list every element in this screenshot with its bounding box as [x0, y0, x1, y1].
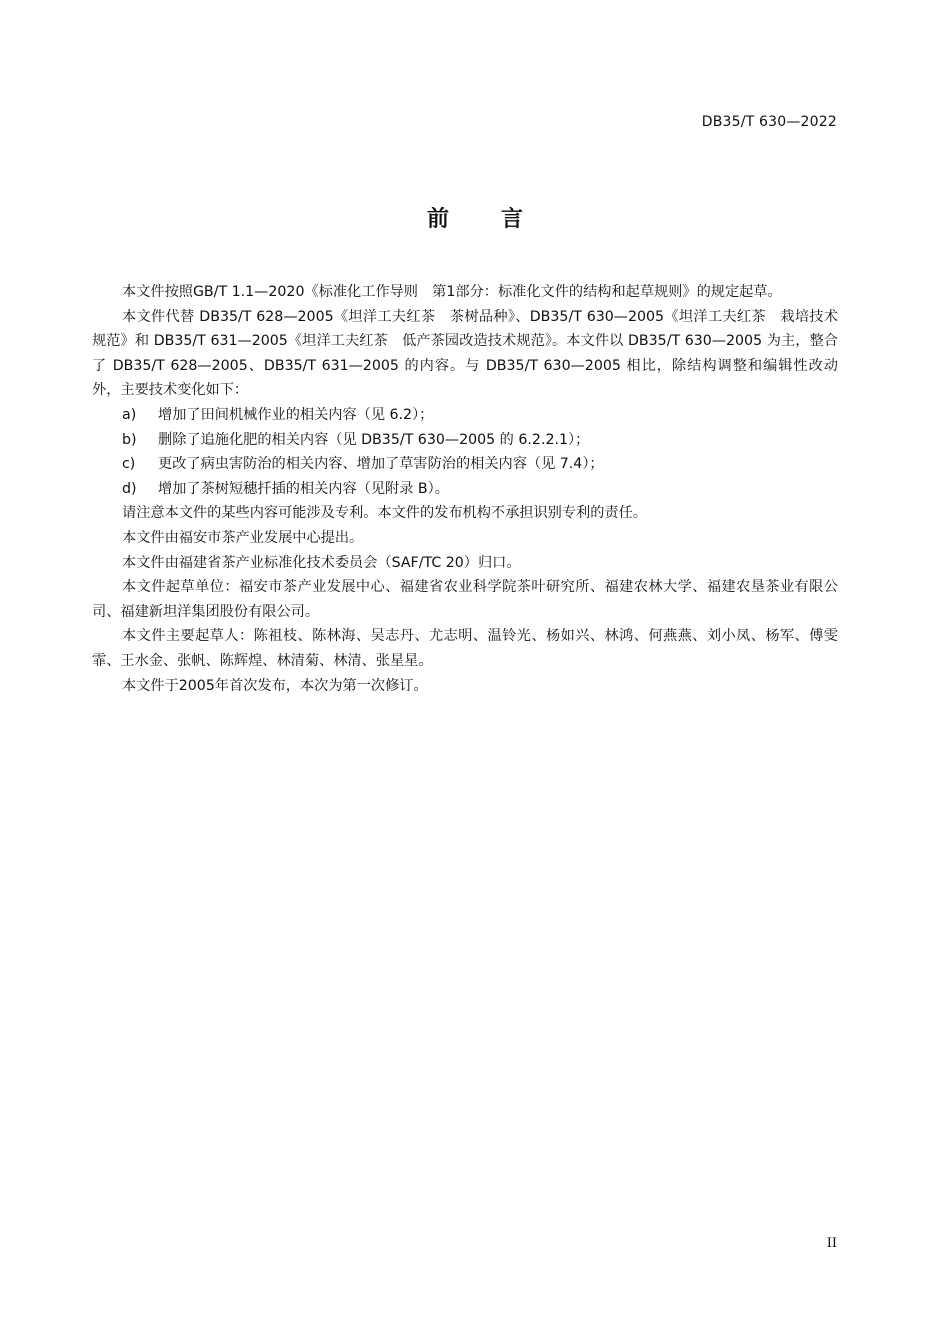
- change-item-text: 删除了追施化肥的相关内容（见 DB35/T 630—2005 的 6.2.2.1）；: [158, 431, 590, 448]
- paragraph-replacement: 本文件代替 DB35/T 628—2005《坦洋工夫红茶 茶树品种》、DB35/T 630—2005《坦洋工夫红茶 栽培技术规范》和 DB35/T 631—2005《坦洋工夫红茶 低产茶园改造技术规范》。本文件以 DB35/T 630—2005 为主，整合了 DB35/T 628—2005、DB35/T 631—2005 的内容。与 DB35/T 630—2005 相比，除结构调整和编辑性改动外，主要技术变化如下：: [92, 308, 838, 399]
- change-item-marker: a): [122, 406, 137, 423]
- change-item-text: 更改了病虫害防治的相关内容、增加了草害防治的相关内容（见 7.4）；: [158, 456, 604, 473]
- foreword-body: [92, 280, 838, 698]
- paragraph-drafting-units: 本文件起草单位：福安市茶产业发展中心、福建省农业科学院茶叶研究所、福建农林大学、福建农垦茶业有限公司、福建新坦洋集团股份有限公司。: [92, 579, 838, 620]
- change-item-d: [92, 477, 838, 502]
- document-code: DB35/T 630—2022: [701, 114, 837, 130]
- paragraph-proposer: 本文件由福安市茶产业发展中心提出。: [122, 529, 364, 546]
- paragraph-drafters: 本文件主要起草人：陈祖枝、陈林海、吴志丹、尤志明、温铃光、杨如兴、林鸿、何燕燕、刘小凤、杨军、傅雯霏、王水金、张帆、陈辉煌、林清菊、林清、张星星。: [92, 628, 838, 669]
- title-char-2: 言: [501, 207, 524, 232]
- paragraph-history: 本文件于2005年首次发布，本次为第一次修订。: [122, 677, 428, 694]
- change-item-text: 增加了茶树短穗扦插的相关内容（见附录 B）。: [158, 480, 449, 497]
- paragraph-centralized-by: 本文件由福建省茶产业标准化技术委员会（SAF/TC 20）归口。: [122, 554, 521, 571]
- change-item-marker: b): [122, 431, 137, 448]
- change-item-marker: d): [122, 480, 137, 497]
- change-item-a: [92, 403, 838, 428]
- title-char-1: 前: [426, 207, 449, 232]
- paragraph-patent-notice: 请注意本文件的某些内容可能涉及专利。本文件的发布机构不承担识别专利的责任。: [122, 505, 647, 522]
- page-title: [0, 202, 950, 233]
- change-item-marker: c): [122, 456, 136, 473]
- page-number: II: [826, 1236, 837, 1251]
- paragraph-drafting-basis: 本文件按照GB/T 1.1—2020《标准化工作导则 第1部分：标准化文件的结构和起草规则》的规定起草。: [122, 284, 782, 300]
- change-item-b: [92, 428, 838, 453]
- change-item-c: [92, 452, 838, 477]
- change-item-text: 增加了田间机械作业的相关内容（见 6.2）；: [158, 406, 434, 423]
